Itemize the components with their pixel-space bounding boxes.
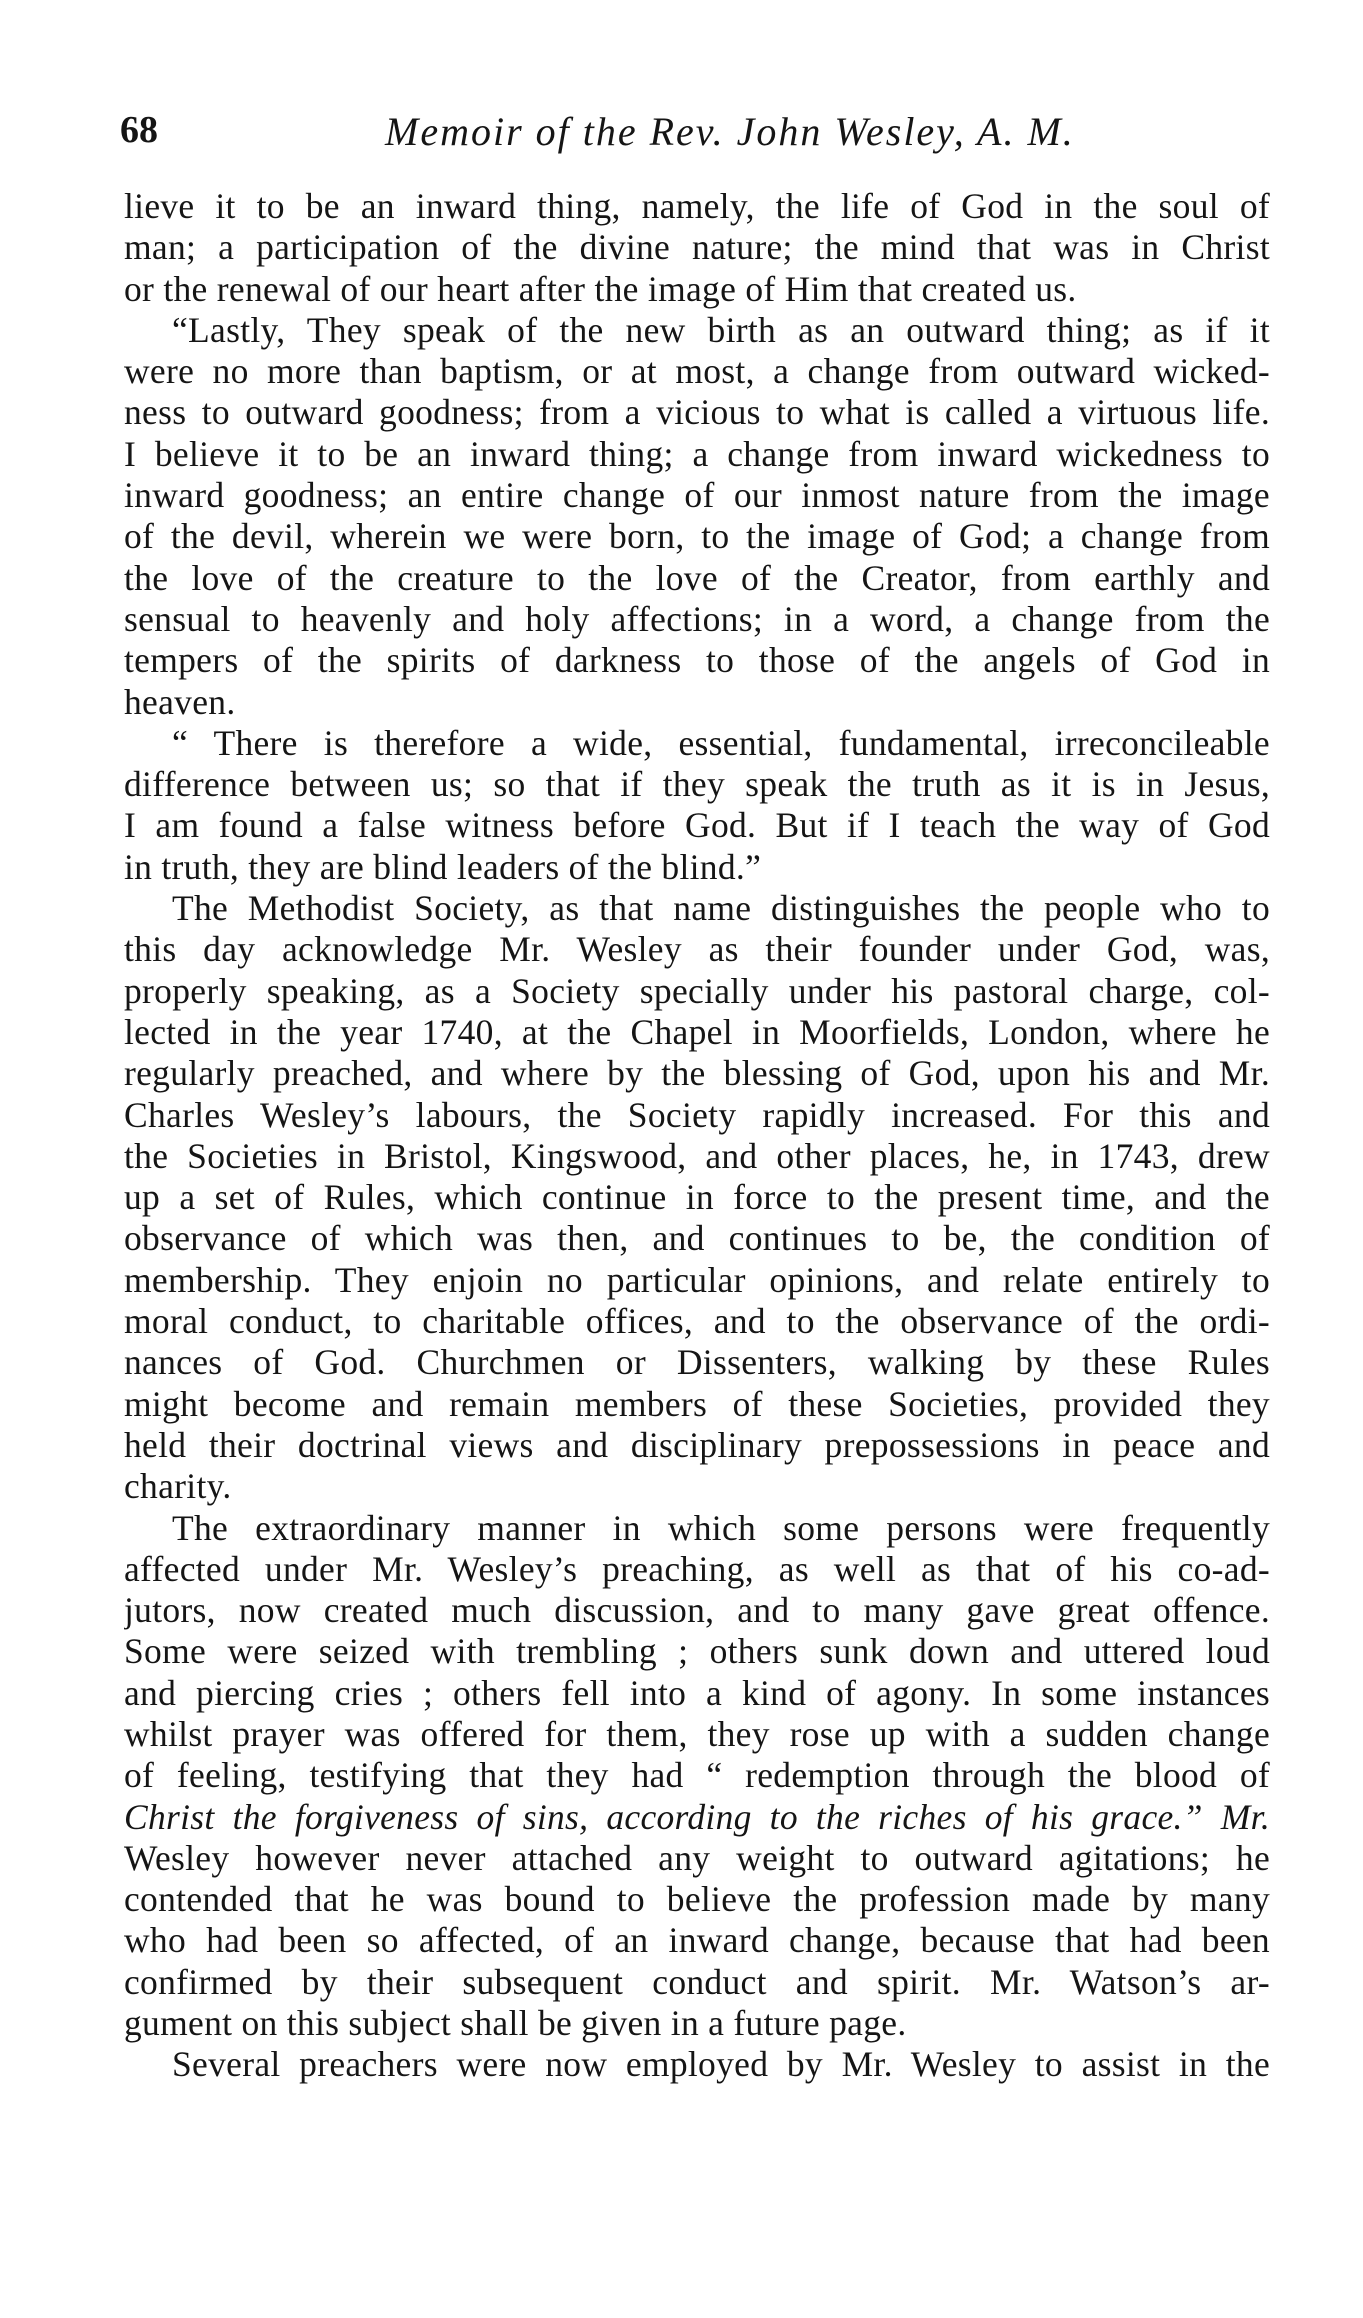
text-line: lieve it to be an inward thing, namely, the life of God in the soul of <box>124 186 1270 226</box>
text-line: contended that he was bound to believe the profession made by many <box>124 1879 1270 1920</box>
text-line: held their doctrinal views and disciplinary prepossessions in peace and <box>124 1424 1270 1465</box>
running-title: Memoir of the Rev. John Wesley, A. M. <box>385 109 1075 154</box>
text-line: affected under Mr. Wesley’s preaching, as well as that of his co-ad- <box>124 1548 1270 1589</box>
text-line: gument on this subject shall be given in a future page. <box>124 2003 907 2044</box>
text-line: charity. <box>124 1466 232 1507</box>
text-line: inward goodness; an entire change of our inmost nature from the image <box>124 475 1270 516</box>
text-line: or the renewal of our heart after the image of Him that created us. <box>124 268 1077 309</box>
text-line: moral conduct, to charitable offices, and to the observance of the ordi- <box>124 1301 1270 1342</box>
text-line: the love of the creature to the love of the Creator, from earthly and <box>124 557 1270 598</box>
text-line: membership. They enjoin no particular opinions, and relate entirely to <box>124 1259 1270 1300</box>
text-line: of feeling, testifying that they had “ redemption through the blood of <box>124 1755 1270 1796</box>
text-line: observance of which was then, and continues to be, the condition of <box>124 1218 1270 1259</box>
text-line: Some were seized with trembling ; others sunk down and uttered loud <box>124 1631 1270 1672</box>
text-line: ness to outward goodness; from a vicious to what is called a virtuous life. <box>124 392 1270 433</box>
text-line: lected in the year 1740, at the Chapel in Moorfields, London, where he <box>124 1011 1270 1052</box>
page-number: 68 <box>120 109 158 151</box>
text-line: nances of God. Churchmen or Dissenters, walking by these Rules <box>124 1342 1270 1383</box>
text-line: were no more than baptism, or at most, a change from outward wicked- <box>124 351 1270 392</box>
text-line: heaven. <box>124 681 236 722</box>
text-line: the Societies in Bristol, Kingswood, and other places, he, in 1743, drew <box>124 1135 1270 1176</box>
text-line: might become and remain members of these Societies, provided they <box>124 1383 1270 1424</box>
text-line: I believe it to be an inward thing; a change from inward wickedness to <box>124 433 1270 474</box>
text-line: properly speaking, as a Society specially under his pastoral charge, col- <box>124 970 1270 1011</box>
text-line: tempers of the spirits of darkness to those of the angels of God in <box>124 640 1270 681</box>
text-line: who had been so affected, of an inward change, because that had been <box>124 1920 1270 1961</box>
text-line: difference between us; so that if they speak the truth as it is in Jesus, <box>124 764 1270 805</box>
text-line: whilst prayer was offered for them, they rose up with a sudden change <box>124 1713 1270 1754</box>
text-line: man; a participation of the divine nature; the mind that was in Christ <box>124 227 1270 268</box>
text-line: up a set of Rules, which continue in force to the present time, and the <box>124 1177 1270 1218</box>
page-header <box>120 108 1270 158</box>
text-line: regularly preached, and where by the blessing of God, upon his and Mr. <box>124 1053 1270 1094</box>
text-line: “Lastly, They speak of the new birth as an outward thing; as if it <box>172 309 1270 350</box>
text-line: jutors, now created much discussion, and to many gave great offence. <box>124 1590 1270 1631</box>
body-text <box>124 186 1270 2086</box>
text-line: I am found a false witness before God. But if I teach the way of God <box>124 805 1270 846</box>
text-line: sensual to heavenly and holy affections; in a word, a change from the <box>124 598 1270 639</box>
text-line: “ There is therefore a wide, essential, fundamental, irreconcileable <box>172 722 1270 763</box>
text-line: of the devil, wherein we were born, to the image of God; a change from <box>124 516 1270 557</box>
text-line: Wesley however never attached any weight to outward agitations; he <box>124 1837 1270 1878</box>
text-line: The extraordinary manner in which some persons were frequently <box>172 1507 1270 1548</box>
text-line: this day acknowledge Mr. Wesley as their founder under God, was, <box>124 929 1270 970</box>
text-line: Several preachers were now employed by Mr. Wesley to assist in the <box>172 2044 1270 2085</box>
text-line: Charles Wesley’s labours, the Society rapidly increased. For this and <box>124 1094 1270 1135</box>
text-line: The Methodist Society, as that name distinguishes the people who to <box>172 888 1270 929</box>
text-line: confirmed by their subsequent conduct and spirit. Mr. Watson’s ar- <box>124 1961 1270 2002</box>
text-line: Christ the forgiveness of sins, according to the riches of his grace.” Mr. <box>124 1796 1270 1837</box>
text-line: and piercing cries ; others fell into a kind of agony. In some instances <box>124 1672 1270 1713</box>
text-line: in truth, they are blind leaders of the blind.” <box>124 846 762 887</box>
